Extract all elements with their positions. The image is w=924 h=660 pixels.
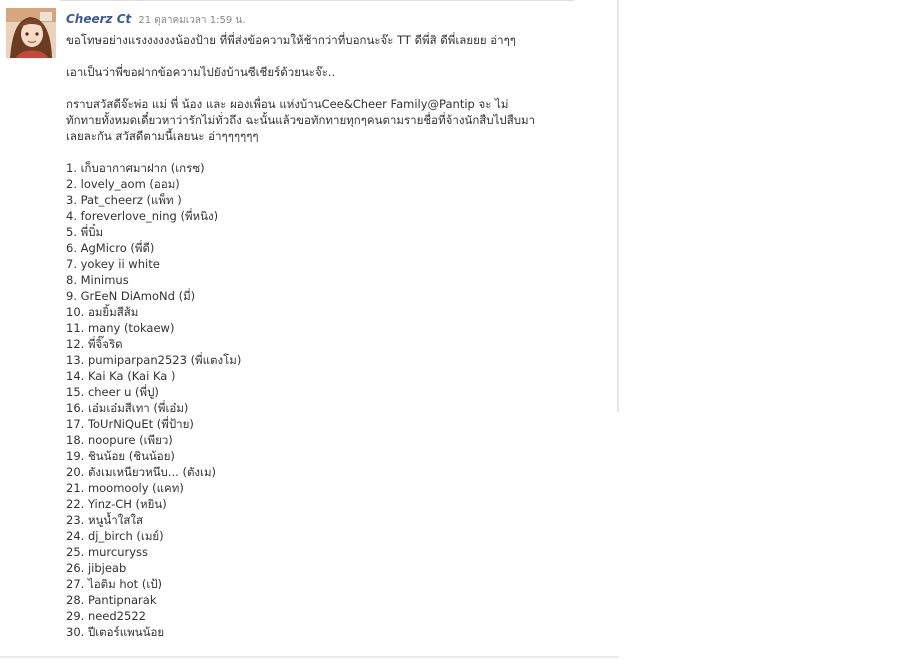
post-header	[66, 9, 536, 26]
list-item: 22. Yinz-CH (หยิน)	[66, 497, 167, 511]
list-item: 23. หนูน้ำใสใส	[66, 513, 143, 527]
list-item: 13. pumiparpan2523 (พี่แตงโม)	[66, 353, 242, 367]
post	[66, 9, 536, 640]
list-item: 15. cheer u (พี่ปู)	[66, 385, 159, 399]
list-item: 5. พี่บิ๋ม	[66, 225, 104, 239]
column-divider	[617, 0, 619, 412]
list-item: 8. Minimus	[66, 273, 129, 287]
list-item: 7. yokey ii white	[66, 257, 160, 271]
list-item: 2. lovely_aom (ออม)	[66, 177, 180, 191]
list-item: 14. Kai Ka (Kai Ka )	[66, 369, 176, 383]
message-paragraph-3: กราบสวัสดีจ๊ะพ่อ แม่ พี่ น้อง และ ผองเพื่อน แห่งบ้านCee&Cheer Family@Pantip จะ ไม่ทักทายทั้งหมดเดี๋ยวหาว่ารักไม่ทั่วถึง ฉะนั้นแล้วขอทักทายทุกๆคนตามรายชื่อที่จ้างนักสืบไปสืบมาเลยละกัน สวัสดีตามนี้เลยนะ อ่าๆๆๆๆๆๆ	[66, 97, 536, 143]
list-item: 29. need2522	[66, 609, 146, 623]
bottom-divider	[0, 656, 619, 658]
list-item: 18. noopure (เพียว)	[66, 433, 173, 447]
list-item: 6. AgMicro (พี่ดี)	[66, 241, 155, 255]
post-body	[66, 32, 536, 640]
list-item: 24. dj_birch (เมย์)	[66, 529, 164, 543]
list-item: 4. foreverlove_ning (พี่หนิง)	[66, 209, 219, 223]
message-paragraph-1: ขอโทษอย่างแรงงงงงงน้องป้าย ที่พี่ส่งข้อความให้ช้ากว่าที่บอกนะจ๊ะ TT ดีพี่สิ ดีพี่เลยยย อ่าๆๆ	[66, 33, 516, 47]
list-item: 26. jibjeab	[66, 561, 127, 575]
list-item: 17. ToUrNiQuEt (พี่ป้าย)	[66, 417, 194, 431]
list-item: 25. murcuryss	[66, 545, 149, 559]
author-name-link[interactable]: Cheerz Ct	[66, 12, 132, 26]
list-item: 3. Pat_cheerz (แพ็ท )	[66, 193, 182, 207]
list-item: 12. พี่จิ๊จริด	[66, 337, 123, 351]
list-item: 21. moomooly (แคท)	[66, 481, 184, 495]
member-list	[66, 160, 536, 640]
top-divider	[60, 0, 574, 1]
list-item: 16. เอ๋มเอ๋มสีเทา (พี่เอ๋ม)	[66, 401, 189, 415]
list-item: 28. Pantipnarak	[66, 593, 157, 607]
list-item: 27. ไอติม hot (เป้)	[66, 577, 163, 591]
message-paragraph-2: เอาเป็นว่าพี่ขอฝากข้อความไปยังบ้านซีเชียร์ด้วยนะจ๊ะ..	[66, 65, 336, 79]
list-item: 10. อมยิ้มสีส้ม	[66, 305, 139, 319]
author-avatar[interactable]	[6, 8, 56, 58]
list-item: 9. GrEeN DiAmoNd (มี่)	[66, 289, 196, 303]
post-timestamp[interactable]: 21 ตุลาคมเวลา 1:59 น.	[138, 15, 246, 26]
list-item: 19. ชินน้อย (ชินน้อย)	[66, 449, 175, 463]
list-item: 30. ปีเตอร์แพนน้อย	[66, 625, 165, 639]
list-item: 1. เก็บอากาศมาฝาก (เกรซ)	[66, 161, 205, 175]
list-item: 20. ตังเมเหนียวหนึบ... (ตังเม)	[66, 465, 217, 479]
list-item: 11. many (tokaew)	[66, 321, 175, 335]
avatar-image-icon	[6, 8, 56, 58]
